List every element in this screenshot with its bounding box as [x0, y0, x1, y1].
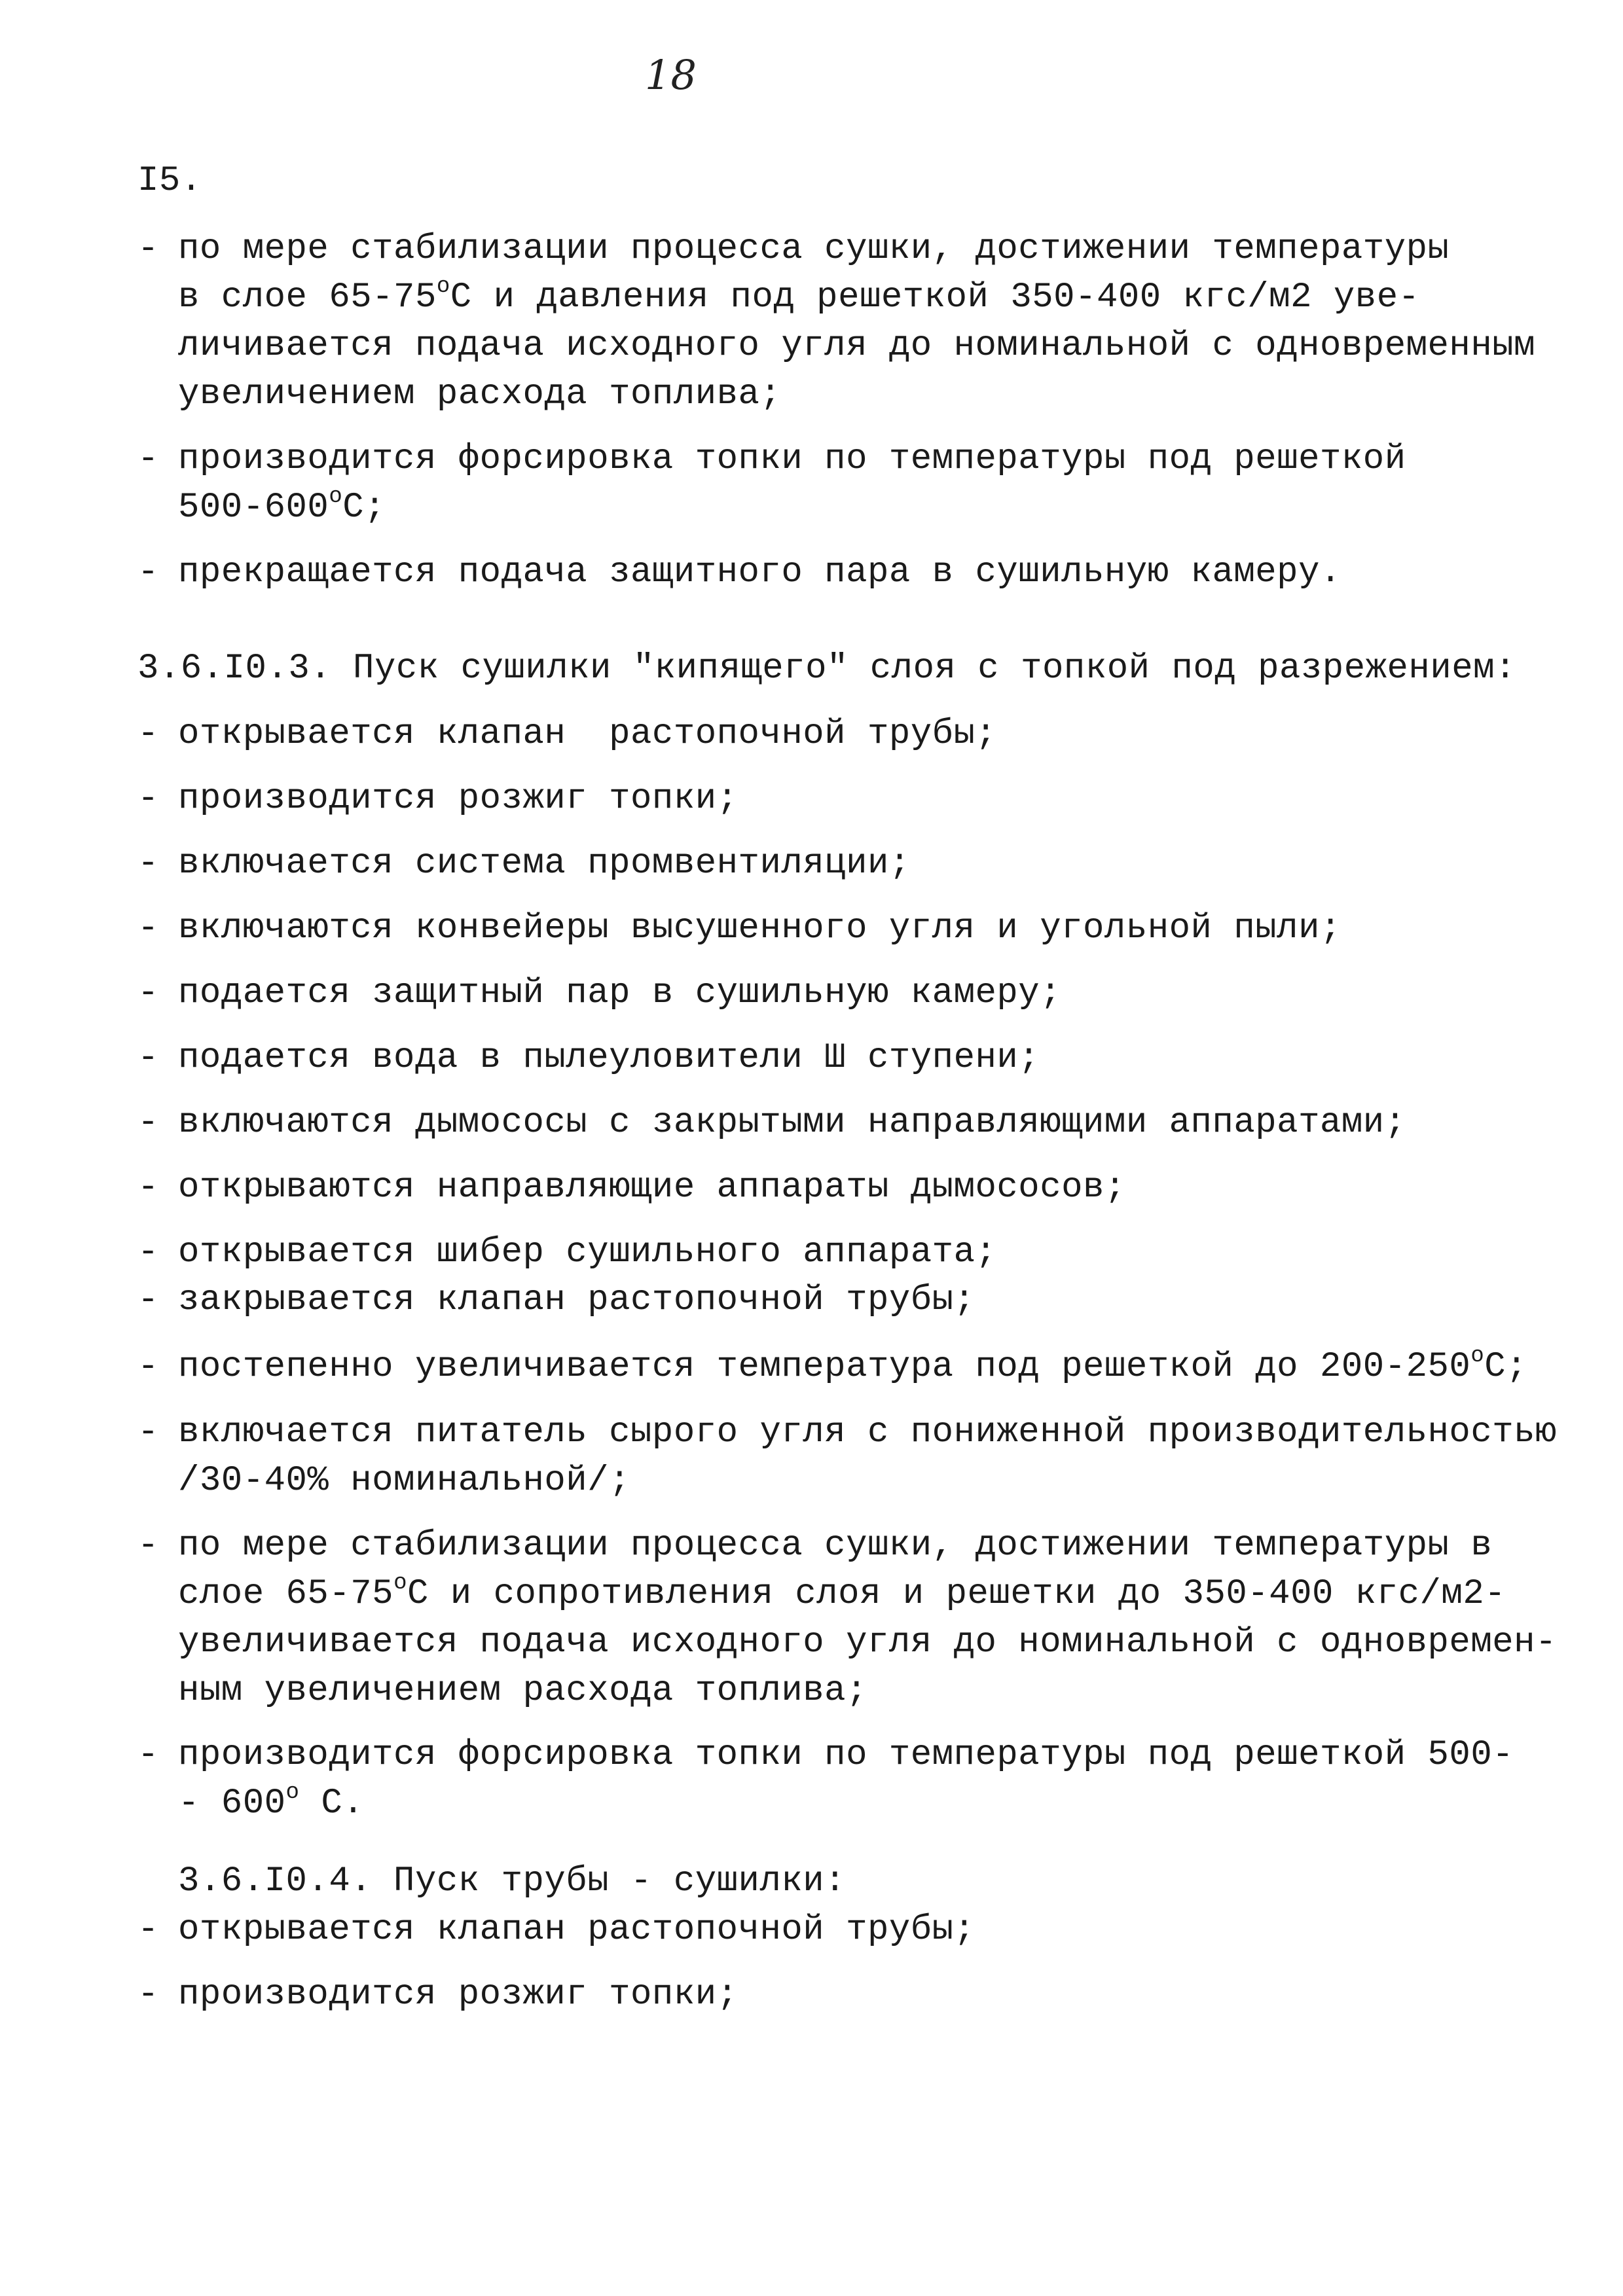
list-item: открывается шибер сушильного аппарата;: [178, 1232, 997, 1272]
section-heading: 3.6.I0.4. Пуск трубы - сушилки:: [178, 1861, 847, 1901]
bullet-dash: -: [137, 229, 159, 269]
paragraph-line: ным увеличением расхода топлива;: [178, 1671, 867, 1711]
bullet-dash: -: [137, 714, 159, 754]
paragraph-line: - $600^о$ С.: [178, 1780, 365, 1823]
paragraph-line: производится форсировка топки по температуры под решеткой: [178, 439, 1406, 479]
bullet-dash: -: [137, 1347, 159, 1387]
list-item: производится розжиг топки;: [178, 1975, 739, 2015]
bullet-dash: -: [137, 973, 159, 1013]
list-item: включается система промвентиляции;: [178, 844, 911, 884]
list-item: включается питатель сырого угля с пониженной производительностью: [178, 1412, 1557, 1452]
bullet-dash: -: [137, 1103, 159, 1143]
bullet-dash: -: [137, 1280, 159, 1320]
bullet-dash: -: [137, 1168, 159, 1208]
bullet-dash: -: [137, 779, 159, 819]
list-item: подается вода в пылеуловители Ш ступени;: [178, 1038, 1040, 1078]
paragraph-line: личивается подача исходного угля до номинальной с одновременным: [178, 326, 1536, 366]
list-item: открывается клапан растопочной трубы;: [178, 1910, 976, 1950]
paragraph-line: увеличивается подача исходного угля до номинальной с одновремен-: [178, 1623, 1557, 1662]
paragraph-line: $500-600^оС$;: [178, 484, 386, 528]
bullet-dash: -: [137, 908, 159, 948]
bullet-dash: -: [137, 1526, 159, 1566]
handwritten-page-number: 18: [645, 51, 697, 99]
bullet-dash: -: [137, 439, 159, 479]
list-item: по мере стабилизации процесса сушки, достижении температуры в: [178, 1526, 1493, 1566]
bullet-dash: -: [137, 1232, 159, 1272]
list-item: включаются дымососы с закрытыми направляющими аппаратами;: [178, 1103, 1406, 1143]
list-item: постепенно увеличивается температура под решеткой до $200-250^оС$;: [178, 1344, 1528, 1387]
list-item: производится розжиг топки;: [178, 779, 739, 819]
bullet-dash: -: [137, 1038, 159, 1078]
paragraph-line: слое $65-75^оС$ и сопротивления слоя и решетки до 350-400 кгс/м2-: [178, 1571, 1506, 1614]
typed-page-number: I5.: [137, 161, 202, 201]
list-item: открывается клапан растопочной трубы;: [178, 714, 997, 754]
bullet-dash: -: [137, 1412, 159, 1452]
bullet-dash: -: [137, 844, 159, 884]
bullet-dash: -: [137, 1735, 159, 1775]
bullet-dash: -: [137, 1975, 159, 2015]
bullet-dash: -: [137, 552, 159, 592]
list-item: открываются направляющие аппараты дымососов;: [178, 1168, 1126, 1208]
list-item: производится форсировка топки по температуры под решеткой 500-: [178, 1735, 1514, 1775]
paragraph-line: увеличением расхода топлива;: [178, 374, 782, 414]
bullet-dash: -: [137, 1910, 159, 1950]
paragraph-line: в слое $65-75^оС$ и давления под решеткой 350-400 кгс/м2 уве-: [178, 274, 1420, 317]
list-item: подается защитный пар в сушильную камеру;: [178, 973, 1062, 1013]
paragraph-line: прекращается подача защитного пара в сушильную камеру.: [178, 552, 1341, 592]
list-item: закрывается клапан растопочной трубы;: [178, 1280, 976, 1320]
section-heading: 3.6.I0.3. Пуск сушилки "кипящего" слоя с топкой под разрежением:: [137, 649, 1516, 689]
list-item: включаются конвейеры высушенного угля и угольной пыли;: [178, 908, 1341, 948]
paragraph-line: /30-40% номинальной/;: [178, 1461, 631, 1501]
paragraph-line: по мере стабилизации процесса сушки, достижении температуры: [178, 229, 1450, 269]
